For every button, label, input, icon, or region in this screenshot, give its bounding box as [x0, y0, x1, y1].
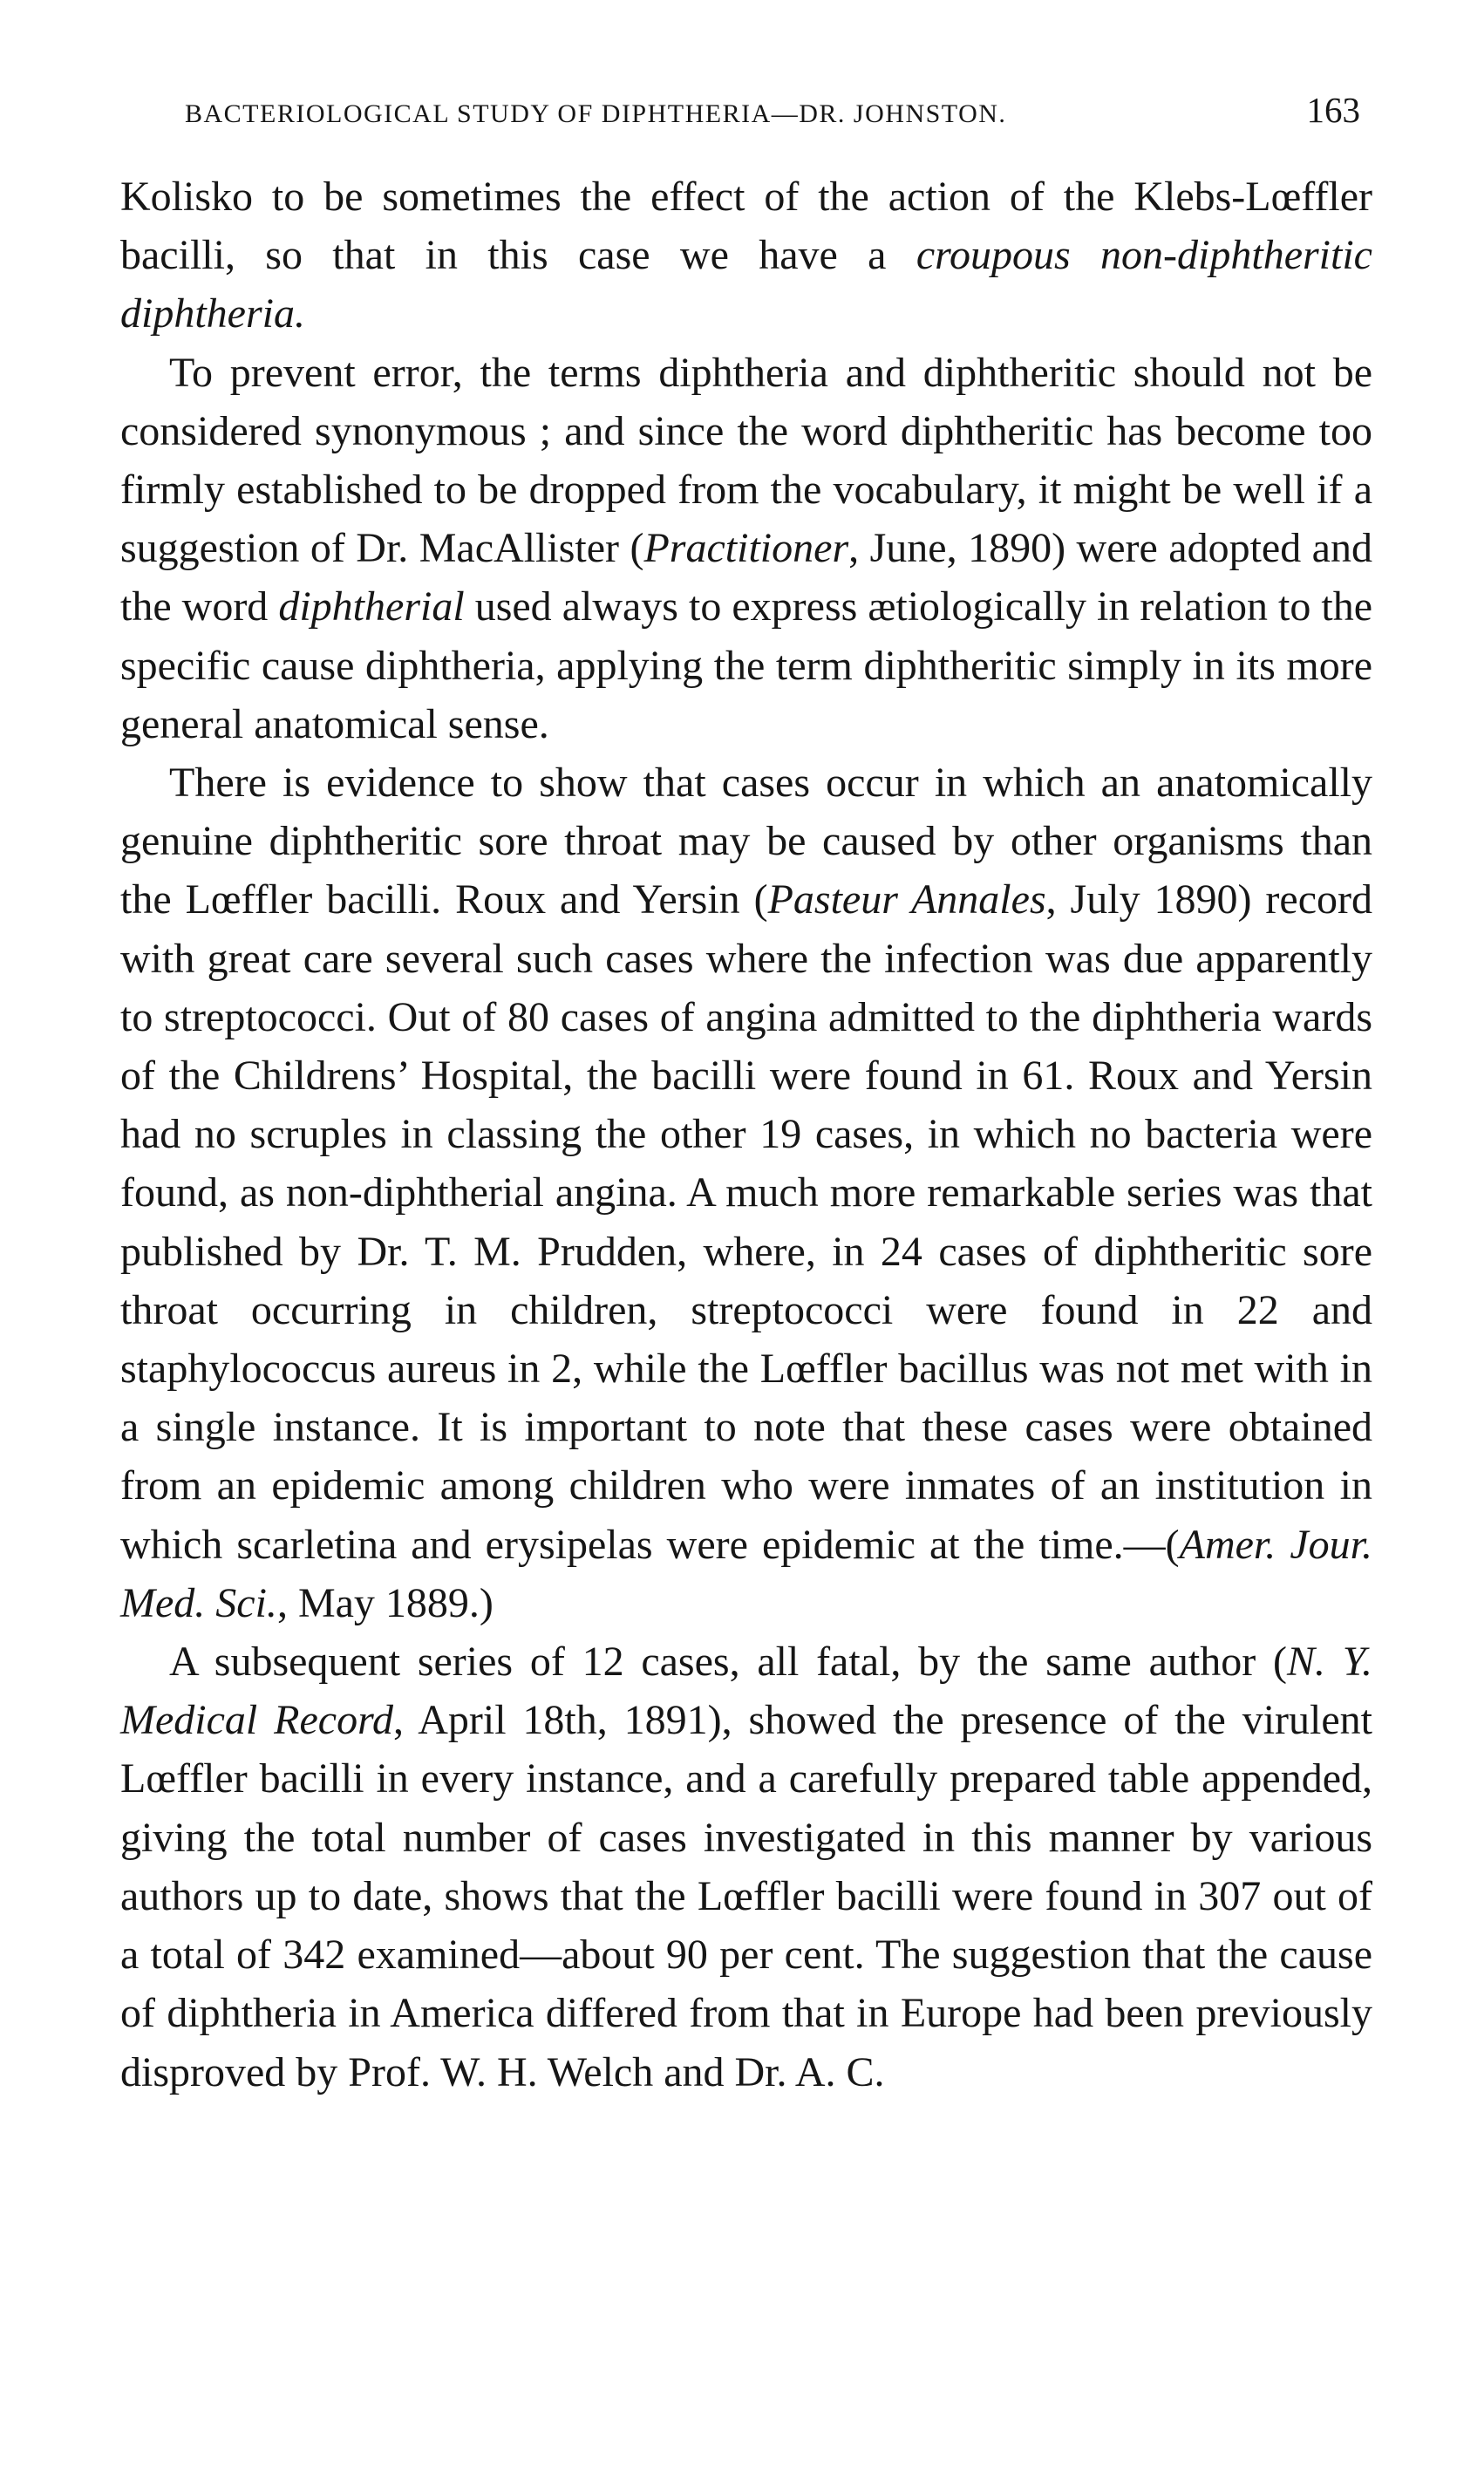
text-run: , July 1890) record with great care several such cases where the infection was due apparently to streptococci. Out of 80 cases of angina admitted to the diphtheria wards of the Childrens’ Hospital, the bacilli were found in 61. Roux and Yersin had no scruples in classing the other 19 cases, in which no bacteria were found, as non-diphtherial angina. A much more remarkable series was that published by Dr. T. M. Prudden, where, in 24 cases of diphtheritic sore throat occurring in children, streptococci were found in 22 and staphylococcus aureus in 2, while the Lœffler bacillus was not met with in a single instance. It is important to note that these cases were obtained from an epidemic among children who were inmates of an institution in which scarletina and erysipelas were epidemic at the time.—(	[120, 876, 1373, 1568]
text-run: , May 1889.)	[276, 1579, 494, 1626]
paragraph-1	[120, 167, 1372, 344]
paragraph-3	[120, 753, 1372, 1632]
paragraph-2	[120, 344, 1372, 753]
italic-text-run: Amer. Jour. Med. Sci.	[120, 1521, 1373, 1626]
italic-text-run: diphtherial	[278, 583, 465, 630]
italic-text-run: croupous non-diphtheritic diphtheria.	[120, 232, 1372, 337]
text-run: Kolisko to be sometimes the effect of the action of the Klebs-Lœffler bacilli, so that in this case we have a	[120, 174, 1372, 279]
body-text	[120, 167, 1372, 2102]
running-head	[120, 87, 1372, 141]
text-run: , April 18th, 1891), showed the presence of the virulent Lœffler bacilli in every instance, and a carefully prepared table appended, giving the total number of cases investigated in this manner by various authors up to date, shows that the Lœffler bacilli were found in 307 out of a total of 342 examined—about 90 per cent. The suggestion that the cause of diphtheria in America differed from that in Europe had been previously disproved by Prof. W. H. Welch and Dr. A. C.	[120, 1697, 1373, 2095]
text-run: used always to express ætiologically in relation to the specific cause diphtheria, applying the term diphtheritic simply in its more general anatomical sense.	[120, 583, 1372, 747]
text-run: To prevent error, the terms diphtheria and diphtheritic should not be considered synonymous ; and since the word diphtheritic has become too firmly established to be dropped from the vocabulary, it might be well if a suggestion of Dr. MacAllister (	[120, 349, 1372, 572]
text-run: , June, 1890) were adopted and the word	[120, 525, 1372, 630]
text-run: A subsequent series of 12 cases, all fatal, by the same author (	[169, 1639, 1287, 1686]
text-run: There is evidence to show that cases occur in which an anatomically genuine diphtheritic sore throat may be caused by other organisms than the Lœffler bacilli. Roux and Yersin (	[120, 760, 1372, 923]
italic-text-run: N. Y. Medical Record	[120, 1639, 1373, 1744]
italic-text-run: Pasteur Annales	[767, 876, 1046, 923]
running-head-title: BACTERIOLOGICAL STUDY OF DIPHTHERIA—DR. JOHNSTON.	[185, 99, 1007, 128]
page-number: 163	[1306, 90, 1360, 130]
italic-text-run: Practitioner	[643, 525, 849, 572]
paragraph-4	[120, 1632, 1372, 2102]
book-page	[120, 87, 1372, 2102]
